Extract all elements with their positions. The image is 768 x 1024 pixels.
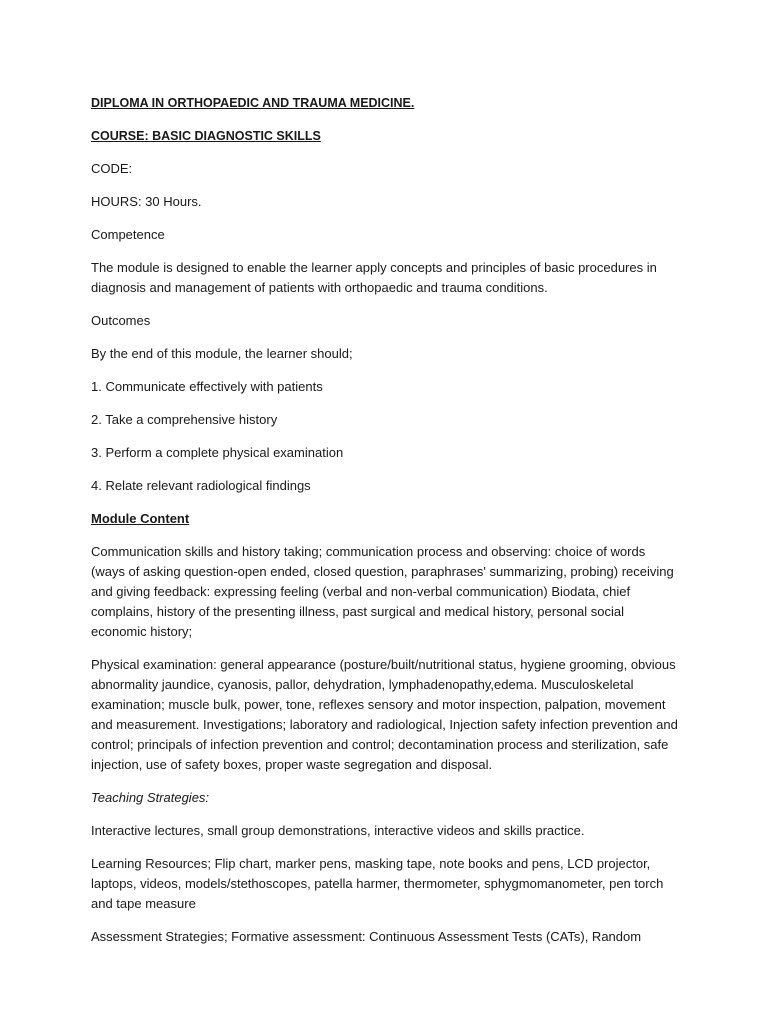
module-content-heading: Module Content [91, 511, 190, 526]
competence-text: The module is designed to enable the learner apply concepts and principles of basic procedures in diagnosis and management of patients with orthopaedic and trauma conditions. [91, 260, 657, 295]
document-title: DIPLOMA IN ORTHOPAEDIC AND TRAUMA MEDICINE. [91, 96, 415, 110]
course-title: COURSE: BASIC DIAGNOSTIC SKILLS [91, 129, 321, 143]
outcome-item: 3. Perform a complete physical examination [91, 445, 344, 460]
module-content-paragraph-2: Physical examination: general appearance (posture/built/nutritional status, hygiene grooming, obvious abnormality jaundice, cyanosis, pallor, dehydration, lymphadenopathy,edema. Musculoskeletal examination; muscle bulk, power, tone, reflexes sensory and motor inspection, palpation, movement and measurement. Investigations; laboratory and radiological, Injection safety infection prevention and control; principals of infection prevention and control; decontamination process and sterilization, safe injection, use of safety boxes, proper waste segregation and disposal. [91, 657, 678, 772]
learning-resources-text: Learning Resources; Flip chart, marker pens, masking tape, note books and pens, LCD projector, laptops, videos, models/stethoscopes, patella harmer, thermometer, sphygmomanometer, pen torch and tape measure [91, 856, 664, 911]
outcome-item: 1. Communicate effectively with patients [91, 379, 323, 394]
outcome-item: 4. Relate relevant radiological findings [91, 478, 311, 493]
outcomes-heading: Outcomes [91, 313, 151, 328]
assessment-strategies-text: Assessment Strategies; Formative assessment: Continuous Assessment Tests (CATs), Random [91, 929, 642, 944]
course-code: CODE: [91, 161, 133, 176]
document-body [91, 93, 681, 960]
teaching-strategies-heading: Teaching Strategies: [91, 790, 210, 805]
outcome-item: 2. Take a comprehensive history [91, 412, 278, 427]
module-content-paragraph-1: Communication skills and history taking; communication process and observing: choice of words (ways of asking question-open ended, closed question, paraphrases' summarizing, probing) receiving and giving feedback: expressing feeling (verbal and non-verbal communication) Biodata, chief complains, history of the presenting illness, past surgical and medical history, personal social economic history; [91, 544, 674, 639]
teaching-strategies-text: Interactive lectures, small group demonstrations, interactive videos and skills practice. [91, 823, 585, 838]
competence-heading: Competence [91, 227, 165, 242]
course-hours: HOURS: 30 Hours. [91, 194, 202, 209]
outcomes-intro: By the end of this module, the learner should; [91, 346, 353, 361]
